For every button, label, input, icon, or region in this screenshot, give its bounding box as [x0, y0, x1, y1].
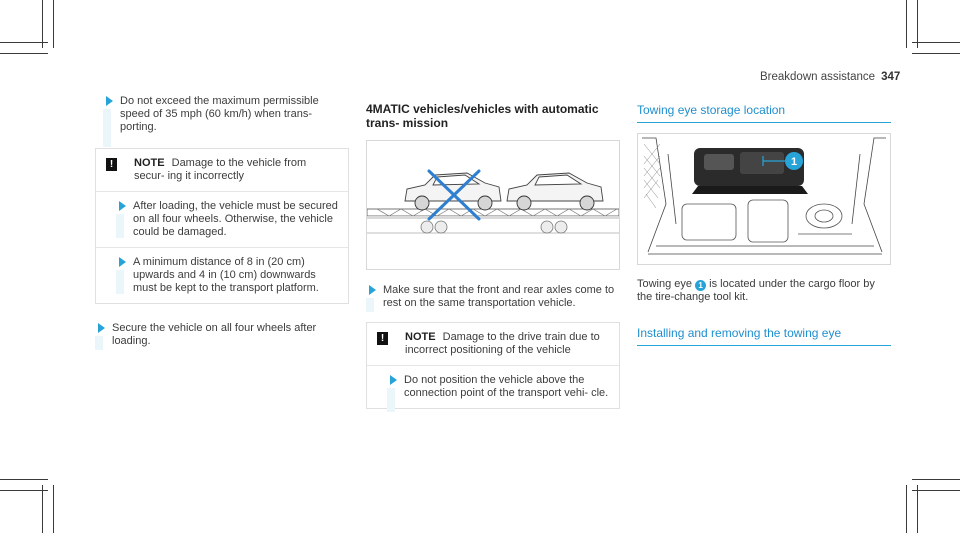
crop-mark [53, 485, 54, 533]
column-middle [366, 102, 621, 409]
page-number: 347 [881, 71, 901, 83]
bullet-arrow-icon [119, 257, 126, 267]
caption-text: is located under the cargo floor by the tire-change tool kit. [637, 278, 875, 303]
note-header [96, 149, 348, 192]
note-item-text: Do not position the vehicle above the connection point of the transport vehi- cle. [404, 374, 609, 399]
note-item-text: After loading, the vehicle must be secured on all four wheels. Otherwise, the vehicle could be damaged. [133, 200, 338, 238]
crop-mark [912, 490, 960, 491]
bullet-bar [116, 270, 124, 294]
note-header [367, 323, 619, 366]
towing-eye-caption [637, 278, 887, 304]
towing-eye-heading: Towing eye storage location [637, 103, 891, 123]
column-left [95, 95, 348, 348]
bullet-bar [387, 388, 395, 412]
warning-exclamation-icon: ! [377, 332, 388, 345]
crop-mark [906, 0, 907, 48]
crop-mark [917, 485, 918, 533]
crop-mark [912, 53, 960, 54]
note-item-bullet [387, 374, 609, 400]
bullet-max-speed [103, 95, 350, 134]
callout-label: 1 [790, 156, 798, 168]
crop-mark [0, 42, 48, 43]
note-item-bullet [116, 256, 338, 295]
crop-mark [0, 53, 48, 54]
bullet-text: Secure the vehicle on all four wheels after loading. [112, 322, 317, 347]
column-right [637, 103, 891, 346]
warning-exclamation-icon: ! [106, 158, 117, 171]
crop-mark [912, 479, 960, 480]
note-box [95, 148, 349, 304]
bullet-text: Make sure that the front and rear axles come to rest on the same transportation vehicle. [383, 284, 615, 309]
bullet-bar [366, 298, 374, 312]
bullet-secure-vehicle [95, 322, 342, 348]
section-title: Breakdown assistance [760, 71, 876, 83]
bullet-axles [366, 284, 623, 310]
cargo-floor-photo [637, 133, 891, 265]
bullet-arrow-icon [98, 323, 105, 333]
crop-mark [53, 0, 54, 48]
crop-mark [42, 485, 43, 533]
crop-mark [0, 479, 48, 480]
crop-mark [906, 485, 907, 533]
note-item [367, 366, 619, 408]
note-box [366, 322, 620, 409]
bullet-bar [95, 336, 103, 350]
crop-mark [912, 42, 960, 43]
caption-text: Towing eye [637, 278, 693, 290]
note-item [96, 192, 348, 248]
cargo-floor-svg [638, 134, 890, 264]
section-heading: 4MATIC vehicles/vehicles with automatic trans- mission [366, 102, 599, 130]
transport-illustration [366, 140, 620, 270]
bullet-arrow-icon [390, 375, 397, 385]
crop-mark [0, 490, 48, 491]
bullet-bar [116, 214, 124, 238]
installing-heading: Installing and removing the towing eye [637, 326, 891, 346]
running-header [760, 71, 901, 83]
bullet-arrow-icon [119, 201, 126, 211]
transport-illustration-svg [367, 141, 619, 269]
bullet-arrow-icon [369, 285, 376, 295]
note-item-text: A minimum distance of 8 in (20 cm) upwards and 4 in (10 cm) downwards must be kept to the transport platform. [133, 256, 319, 294]
note-title: NOTE [405, 331, 436, 343]
note-title: NOTE [134, 157, 165, 169]
crop-mark [42, 0, 43, 48]
crop-mark [917, 0, 918, 48]
bullet-arrow-icon [106, 96, 113, 106]
bullet-bar [103, 109, 111, 147]
note-item-bullet [116, 200, 338, 239]
note-item [96, 248, 348, 303]
note-text: Damage to the drive train due to incorrect positioning of the vehicle [405, 331, 600, 356]
note-text: Damage to the vehicle from secur- ing it incorrectly [134, 157, 307, 182]
callout-badge-icon: 1 [695, 280, 706, 291]
bullet-text: Do not exceed the maximum permissible speed of 35 mph (60 km/h) when trans- porting. [120, 95, 319, 133]
